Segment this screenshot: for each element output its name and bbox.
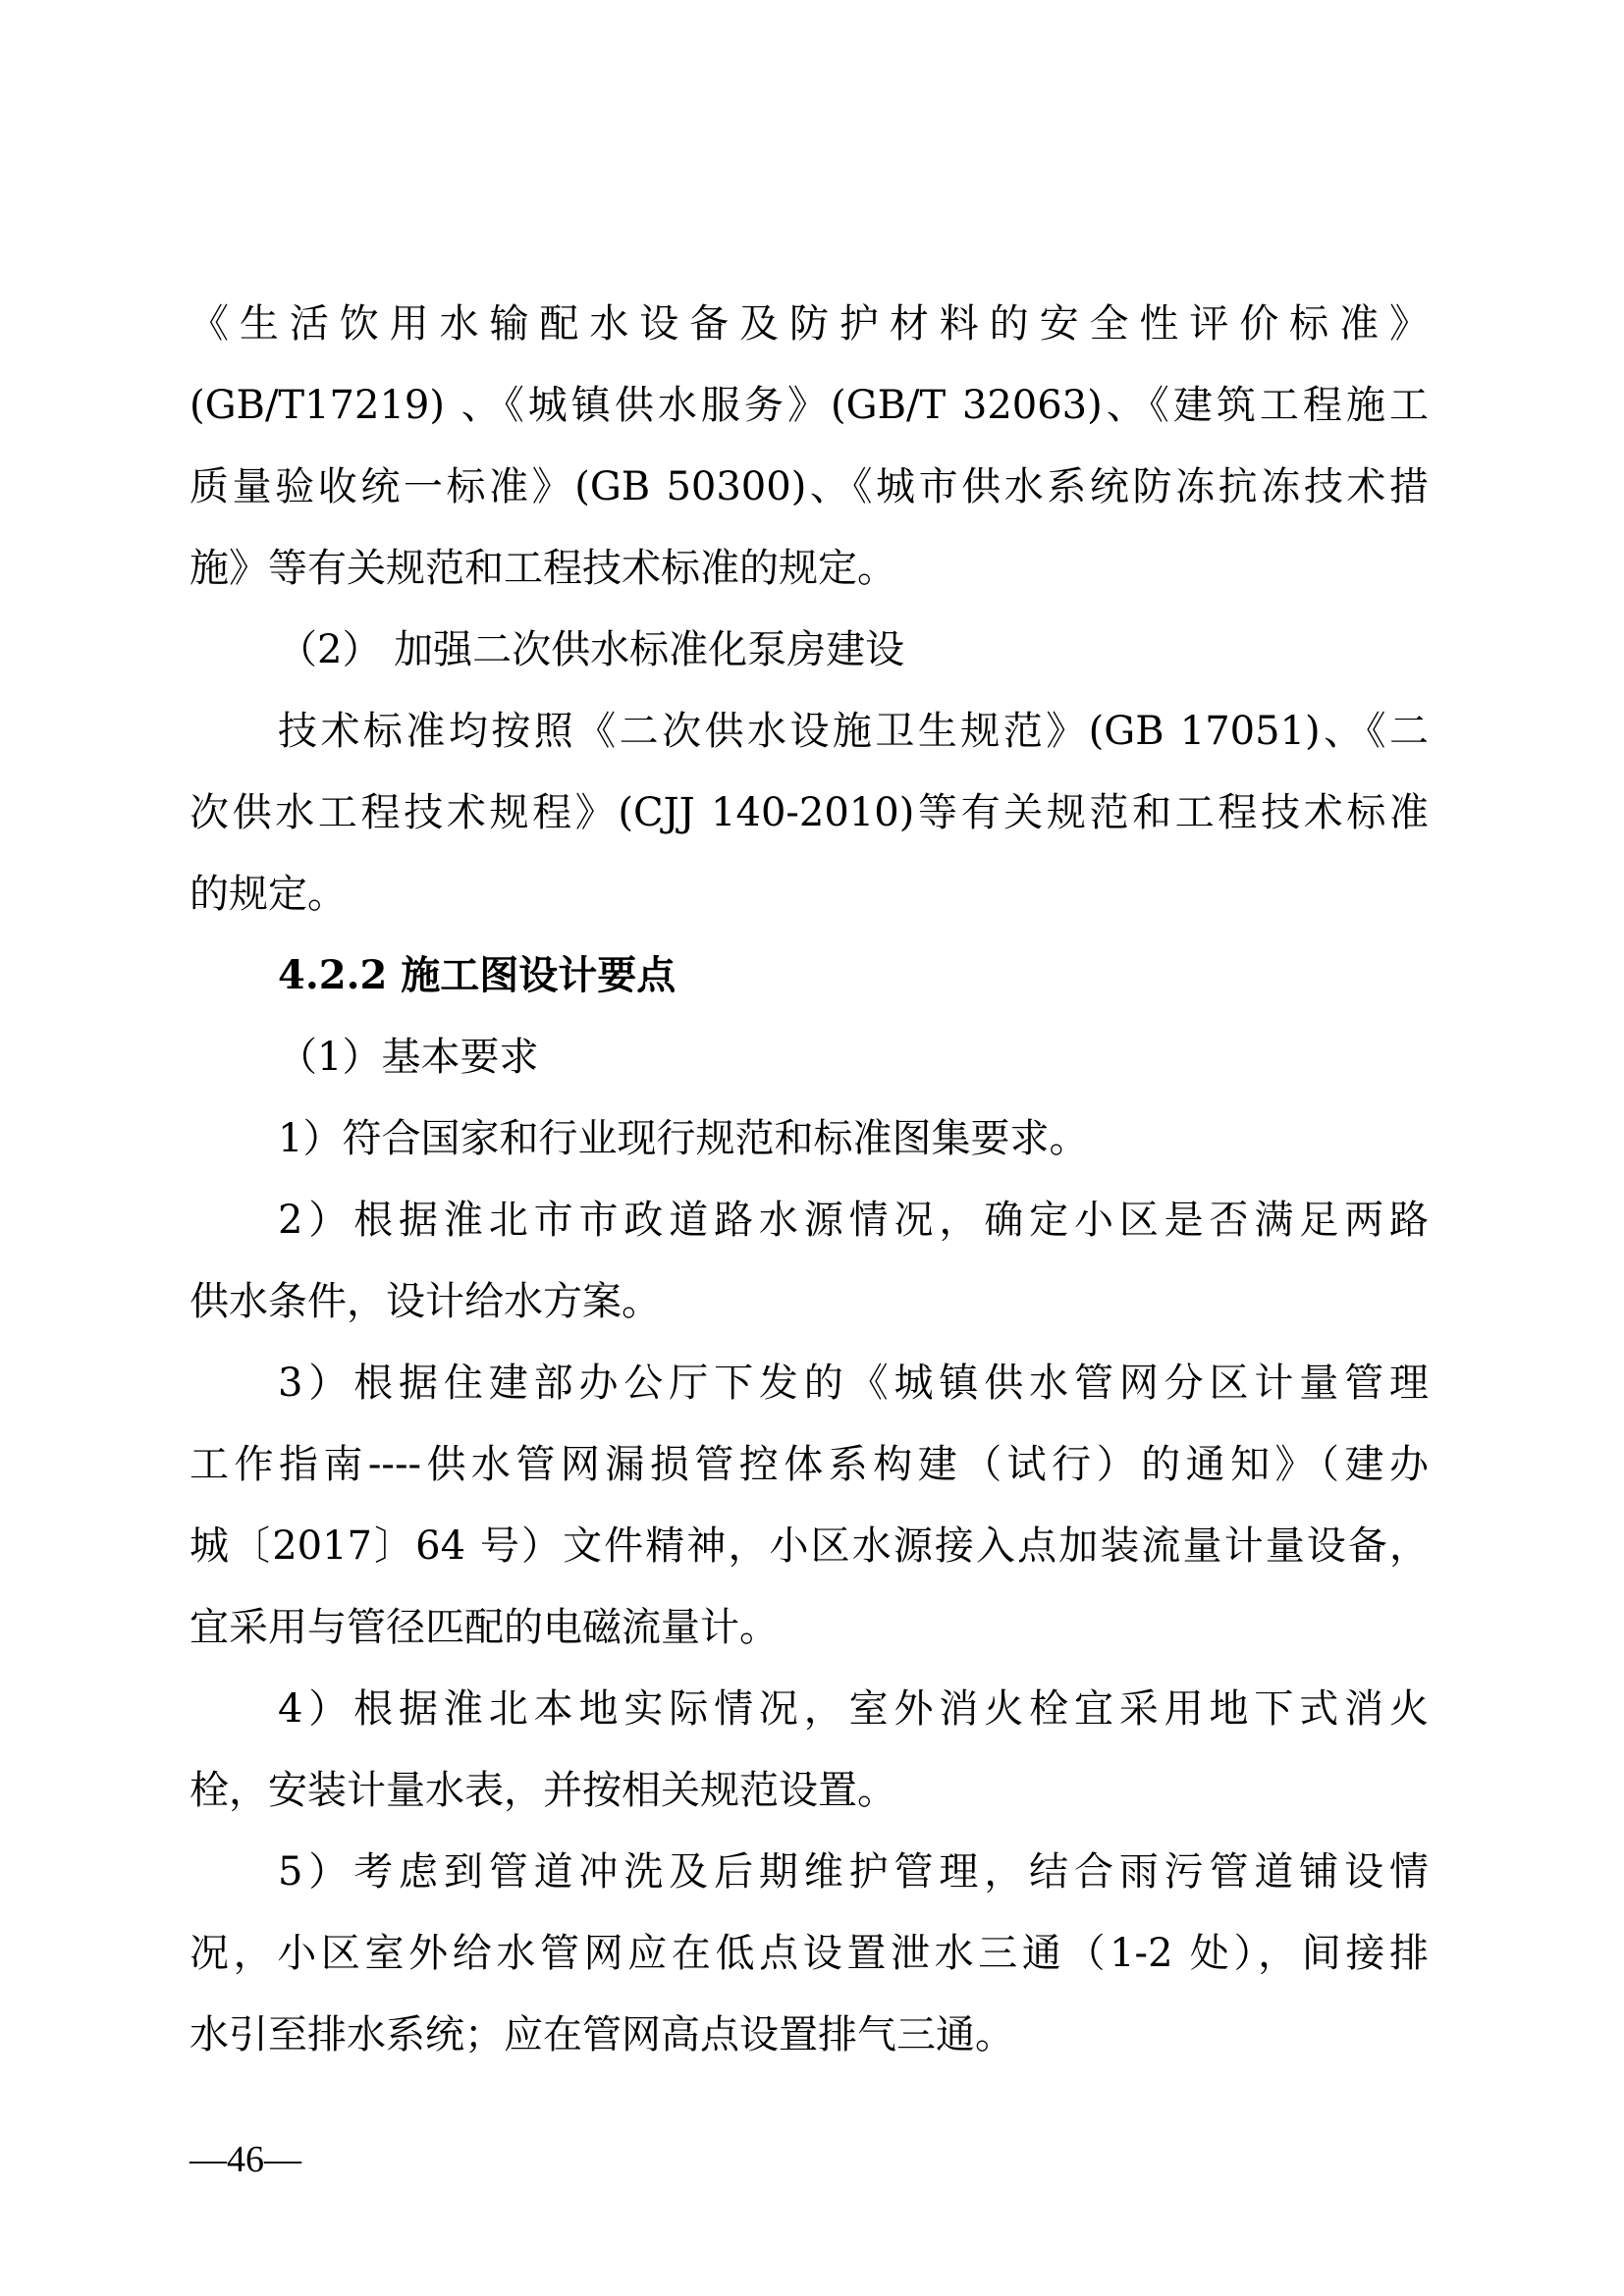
list-item: 5）考虑到管道冲洗及后期维护管理，结合雨污管道铺设情 (278, 1849, 1429, 1895)
section-heading: （1）基本要求 (278, 1035, 539, 1080)
list-item: 2）根据淮北市市政道路水源情况，确定小区是否满足两路 (278, 1198, 1429, 1243)
list-item: 3）根据住建部办公厅下发的《城镇供水管网分区计量管理 (278, 1361, 1429, 1406)
text-line: 《生活饮用水输配水设备及防护材料的安全性评价标准》 (189, 301, 1429, 347)
page-number: —46— (189, 2139, 301, 2180)
text-line: (GB/T17219) 、《城镇供水服务》(GB/T 32063)、《建筑工程施工 (189, 383, 1429, 428)
text-line: 宜采用与管径匹配的电磁流量计。 (189, 1605, 779, 1650)
text-line: 工作指南----供水管网漏损管控体系构建（试行）的通知》（建办 (189, 1442, 1429, 1487)
text-line: 水引至排水系统；应在管网高点设置排气三通。 (189, 2012, 1014, 2057)
text-line: 的规定。 (189, 872, 347, 917)
text-line: 施》等有关规范和工程技术标准的规定。 (189, 546, 896, 591)
text-line: 城〔2017〕64 号）文件精神，小区水源接入点加装流量计量设备， (189, 1523, 1429, 1569)
list-item: 4）根据淮北本地实际情况，室外消火栓宜采用地下式消火 (278, 1686, 1429, 1732)
text-line: 供水条件，设计给水方案。 (189, 1279, 661, 1324)
text-line: 况，小区室外给水管网应在低点设置泄水三通（1-2 处），间接排 (189, 1931, 1429, 1976)
list-item: 1）符合国家和行业现行规范和标准图集要求。 (278, 1116, 1089, 1161)
text-line: 次供水工程技术规程》(CJJ 140-2010)等有关规范和工程技术标准 (189, 790, 1429, 835)
text-line: 技术标准均按照《二次供水设施卫生规范》(GB 17051)、《二 (278, 709, 1429, 754)
text-line: 质量验收统一标准》(GB 50300)、《城市供水系统防冻抗冻技术措 (189, 464, 1429, 509)
subsection-heading: 4.2.2 施工图设计要点 (278, 952, 677, 998)
text-line: 栓，安装计量水表，并按相关规范设置。 (189, 1768, 896, 1813)
section-heading: （2） 加强二次供水标准化泵房建设 (278, 627, 905, 672)
